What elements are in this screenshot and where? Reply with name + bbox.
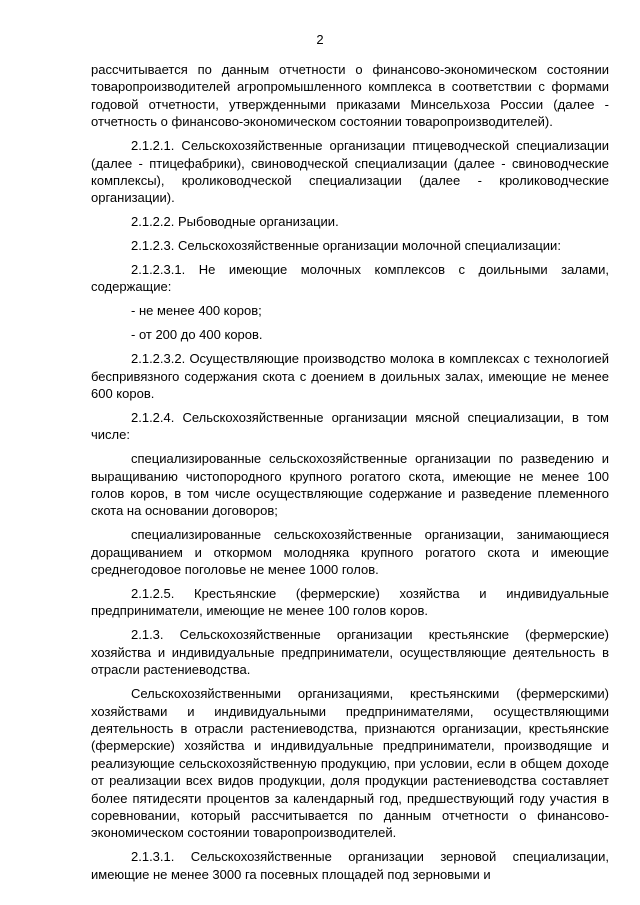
paragraph: - от 200 до 400 коров. bbox=[131, 327, 263, 343]
paragraph: 2.1.2.5. Крестьянские (фермерские) хозяйства и индивидуальные предприниматели, имеющие не менее 100 голов коров. bbox=[91, 586, 609, 619]
paragraph: 2.1.2.2. Рыбоводные организации. bbox=[131, 214, 339, 230]
paragraph: 2.1.2.3.1. Не имеющие молочных комплексов с доильными залами, содержащие: bbox=[91, 262, 609, 295]
document-body bbox=[91, 61, 609, 890]
paragraph: 2.1.3. Сельскохозяйственные организации крестьянские (фермерские) хозяйства и индивидуальные предприниматели, осуществляющие деятельность в отрасли растениеводства. bbox=[91, 627, 609, 678]
paragraph: 2.1.2.3. Сельскохозяйственные организации молочной специализации: bbox=[131, 238, 561, 254]
paragraph: 2.1.2.3.2. Осуществляющие производство молока в комплексах с технологией беспривязного содержания скота с доением в доильных залах, имеющие не менее 600 коров. bbox=[91, 351, 609, 401]
paragraph: 2.1.3.1. Сельскохозяйственные организации зерновой специализации, имеющие не менее 3000 га посевных площадей под зерновыми и bbox=[91, 849, 609, 882]
paragraph: 2.1.2.4. Сельскохозяйственные организации мясной специализации, в том числе: bbox=[91, 409, 609, 443]
paragraph: - не менее 400 коров; bbox=[131, 303, 262, 319]
page-number: 2 bbox=[316, 32, 324, 47]
paragraph: специализированные сельскохозяйственные организации по разведению и выращиванию чистопородного крупного рогатого скота, имеющие не менее 100 голов коров, в том числе осуществляющие содержание и разведение племенного скота на основании договоров; bbox=[91, 451, 609, 519]
paragraph: 2.1.2.1. Сельскохозяйственные организации птицеводческой специализации (далее - птицефабрики), свиноводческой специализации (далее - свиноводческие комплексы), кролиководческой специализации (далее - кролиководческие организации). bbox=[91, 138, 609, 206]
paragraph: Сельскохозяйственными организациями, крестьянскими (фермерскими) хозяйствами и индивидуальными предпринимателями, осуществляющими деятельность в отрасли растениеводства, признаются организации, крестьянские (фермерские) хозяйства и индивидуальные предприниматели, производящие и реализующие сельскохозяйственную продукцию, при условии, если в общем доходе от реализации всех видов продукции, доля продукции растениеводства составляет более пятидесяти процентов за календарный год, предшествующий году участия в соревновании, который рассчитывается по данным отчетности о финансово-экономическом состоянии товаропроизводителей. bbox=[91, 686, 609, 841]
paragraph: рассчитывается по данным отчетности о финансово-экономическом состоянии товаропроизводителей агропромышленного комплекса в соответствии с формами годовой отчетности, утвержденными приказами Минсельхоза России (далее - отчетность о финансово-экономическом состоянии товаропроизводителей). bbox=[91, 62, 609, 130]
paragraph: специализированные сельскохозяйственные организации, занимающиеся доращиванием и откормом молодняка крупного рогатого скота и имеющие среднегодовое поголовье не менее 1000 голов. bbox=[91, 527, 609, 578]
